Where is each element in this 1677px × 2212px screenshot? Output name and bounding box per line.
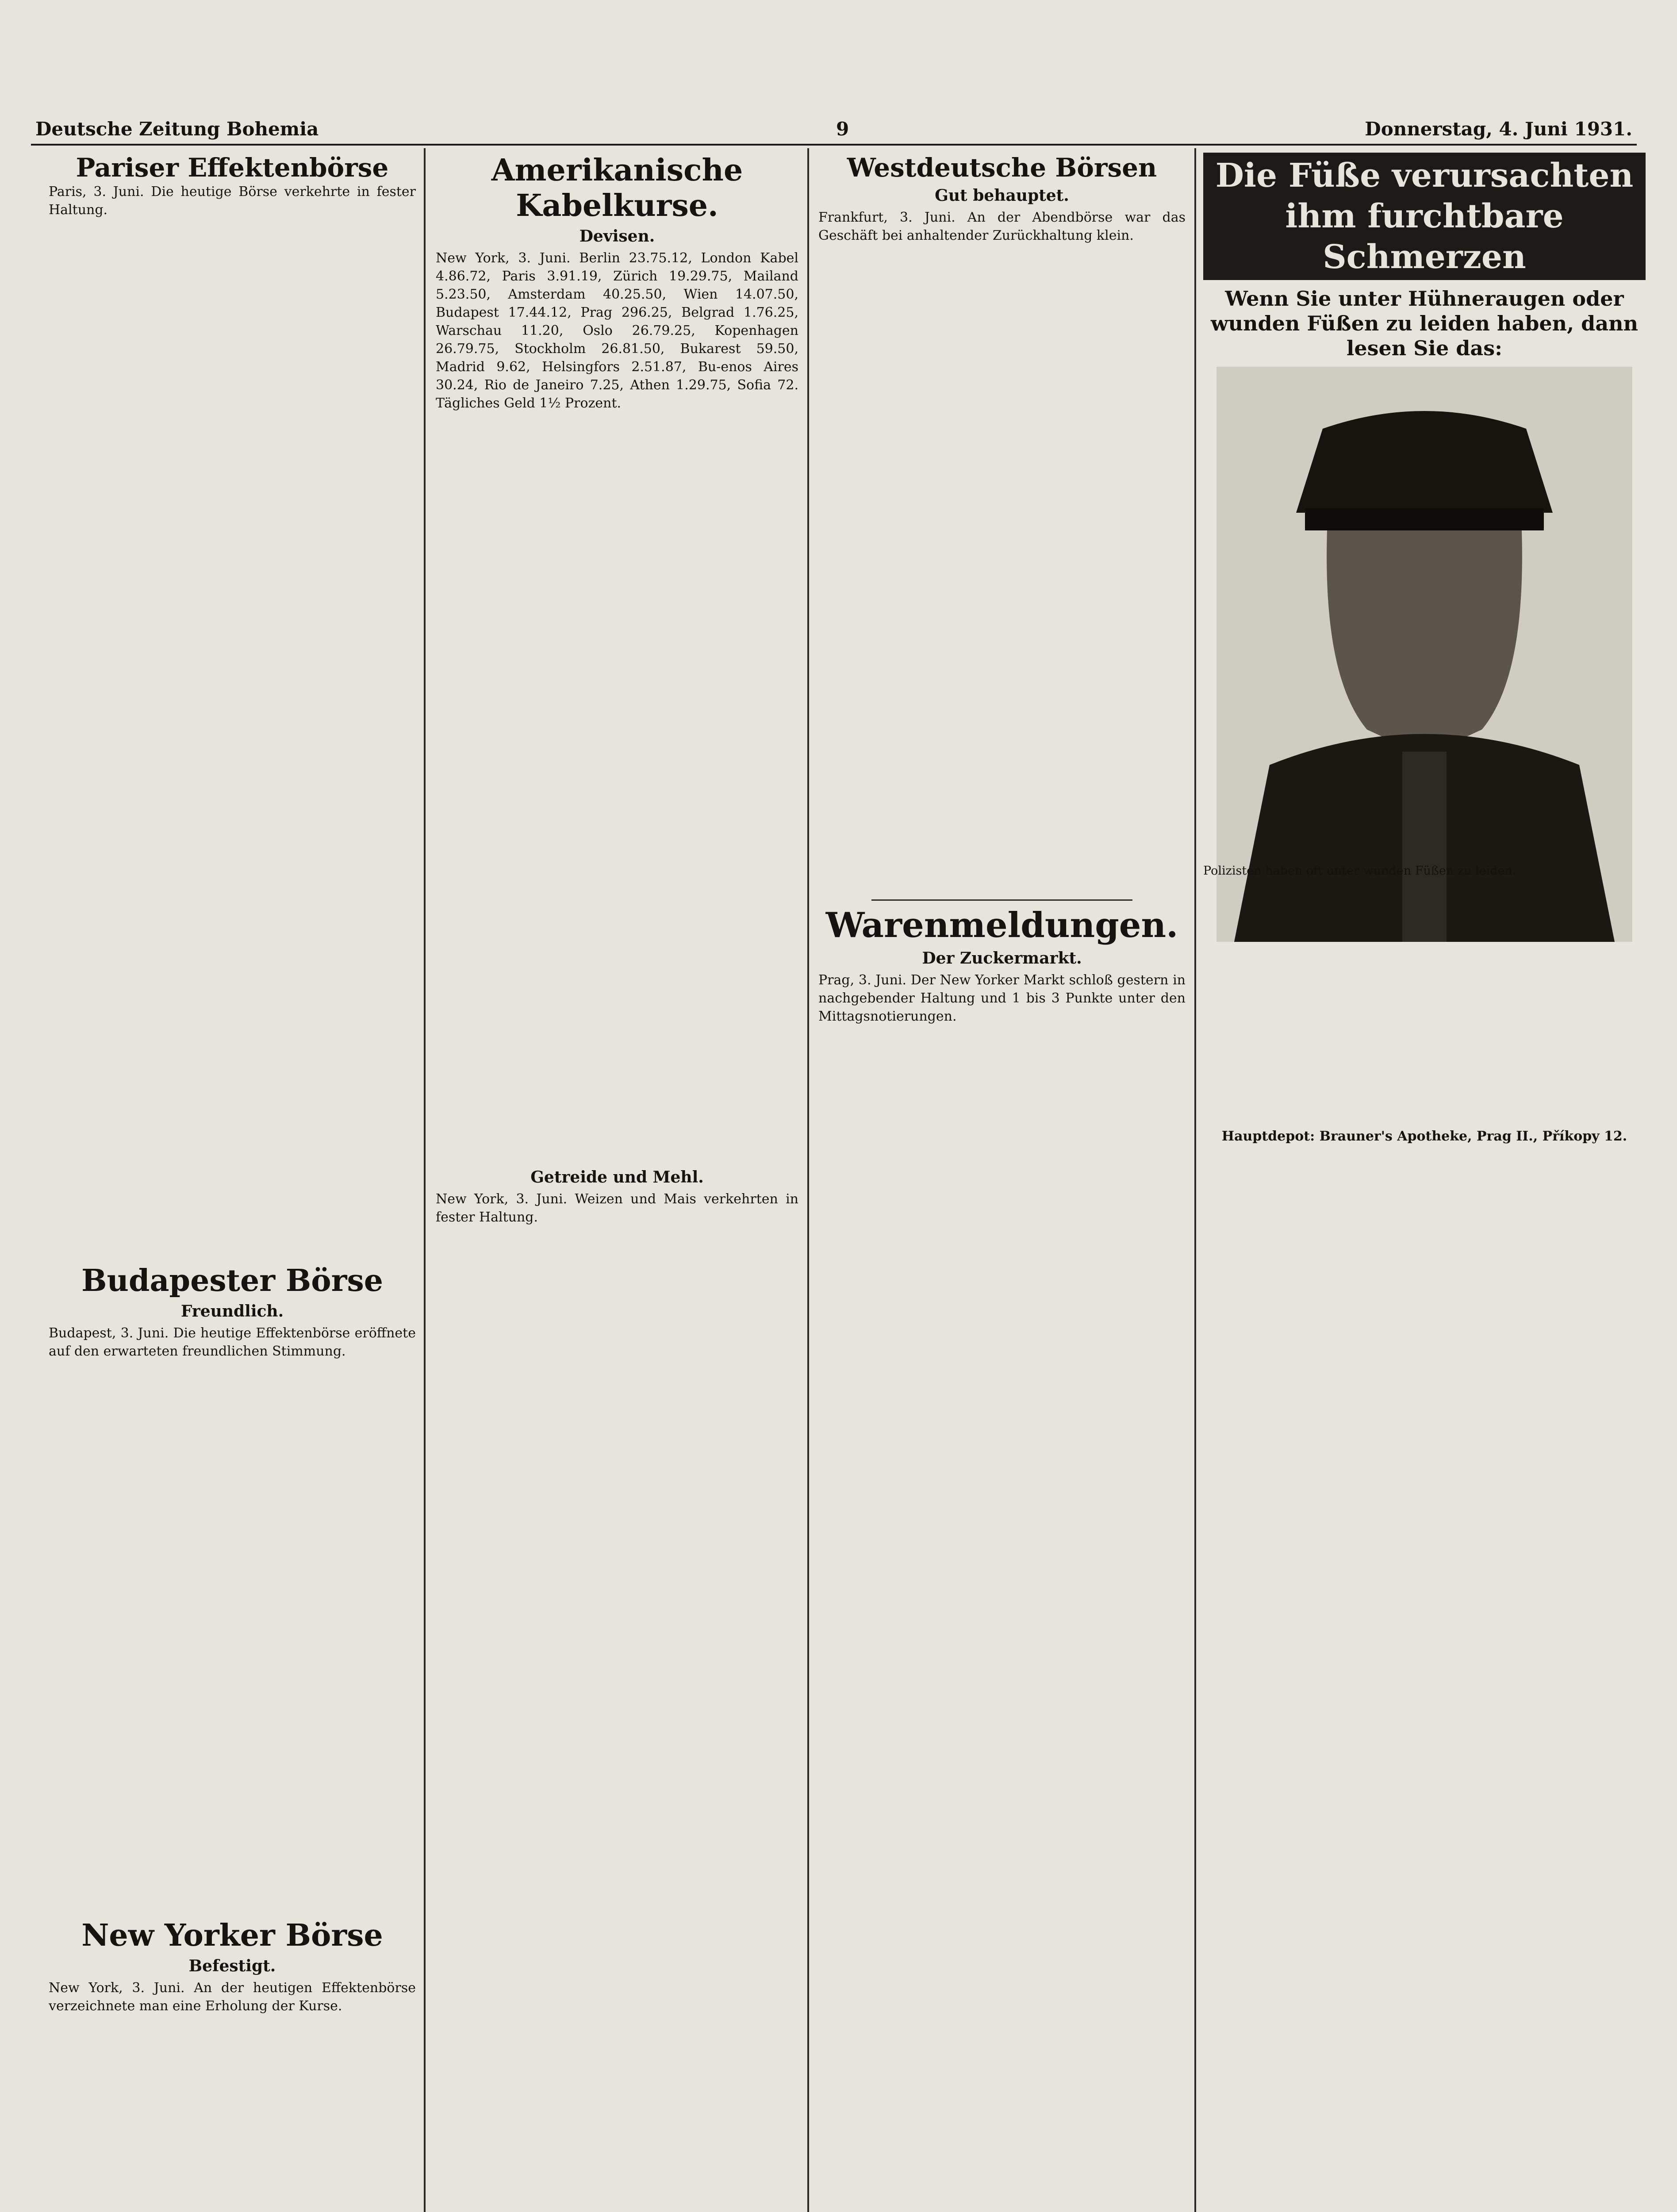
ad-depot: Hauptdepot: Brauner's Apotheke, Prag II., Příkopy 12. [1221, 1129, 1627, 1144]
kabel-sub: Devisen. [579, 227, 655, 246]
paris-title: Pariser Effektenbörse [76, 153, 389, 183]
kabel-text: New York, 3. Juni. Berlin 23.75.12, London Kabel 4.86.72, Paris 3.91.19, Zürich 19.29.75, Mailand 5.23.50, Amsterdam 40.25.50, Wien 14.07.50, Budapest 17.44.12, Prag 296.25, Belgrad 1.76.25, Warschau 11.20, Oslo 26.79.25, Kopenhagen 26.79.75, Stockholm 26.81.50, Bukarest 59.50, Madrid 9.62, Helsingfors 2.51.87, Bu-enos Aires 30.24, Rio de Janeiro 7.25, Athen 1.29.75, Sofia 72. Tägliches Geld 1½ Prozent. [436, 250, 798, 411]
section-divider [871, 899, 1132, 901]
page-number: 9 [836, 118, 849, 140]
westbourse-sub: Gut behauptet. [935, 186, 1069, 205]
ad-text-block [1203, 863, 1646, 1145]
westbourse-listing [818, 245, 1186, 895]
budapest-listing [49, 1360, 416, 1918]
column-rule [807, 148, 809, 2212]
masthead [31, 113, 1637, 146]
budapest-title: Budapester Börse [81, 1263, 383, 1298]
waren-title: Warenmeldungen. [825, 905, 1178, 945]
ad-body [1203, 879, 1646, 1127]
issue-date: Donnerstag, 4. Juni 1931. [1365, 118, 1632, 140]
westbourse-text: Frankfurt, 3. Juni. An der Abendbörse war das Geschäft bei anhaltender Zurückhaltung klein. [818, 210, 1186, 243]
column-rule [424, 148, 426, 2212]
ad-headline: Die Füße verursachten ihm furchtbare Schmerzen [1203, 153, 1646, 280]
newyork-sub: Befestigt. [188, 1957, 276, 1975]
column-rule [1194, 148, 1196, 2212]
paper-name: Deutsche Zeitung Bohemia [35, 118, 319, 140]
westbourse-title: Westdeutsche Börsen [847, 153, 1157, 183]
budapest-sub: Freundlich. [180, 1302, 284, 1321]
paris-text: Paris, 3. Juni. Die heutige Börse verkehrte in fester Haltung. [49, 184, 416, 218]
getreide-text: New York, 3. Juni. Weizen und Mais verkehrten in fester Haltung. [436, 1191, 798, 1225]
column-1 [49, 153, 416, 2015]
newyork-title: New Yorker Börse [81, 1918, 383, 1953]
waren-text: Prag, 3. Juni. Der New Yorker Markt schloß gestern in nachgebender Haltung und 1 bis 3 Punkte unter den Mittagsnotierungen. [818, 972, 1186, 1024]
ad-caption: Polizisten haben oft unter wunden Füßen zu leiden. [1203, 864, 1516, 878]
budapest-text: Budapest, 3. Juni. Die heutige Effektenbörse eröffnete auf den erwarteten freundlichen Stimmung. [49, 1325, 416, 1359]
waren-sub: Der Zuckermarkt. [922, 949, 1082, 968]
column-3 [818, 153, 1186, 1025]
ad-portrait-image [1216, 367, 1632, 942]
newyork-text: New York, 3. Juni. An der heutigen Effektenbörse verzeichnete man eine Erholung der Kurse. [49, 1980, 416, 2014]
advertisement [1203, 153, 1646, 860]
kabel-listing [436, 412, 798, 1164]
ad-lead: Wenn Sie unter Hühneraugen oder wunden Füßen zu leiden haben, dann lesen Sie das: [1210, 287, 1639, 360]
column-2 [436, 153, 798, 1226]
getreide-title: Getreide und Mehl. [530, 1168, 704, 1187]
paris-listing [49, 219, 416, 1263]
kabel-title: Amerikanische Kabelkurse. [491, 153, 743, 223]
